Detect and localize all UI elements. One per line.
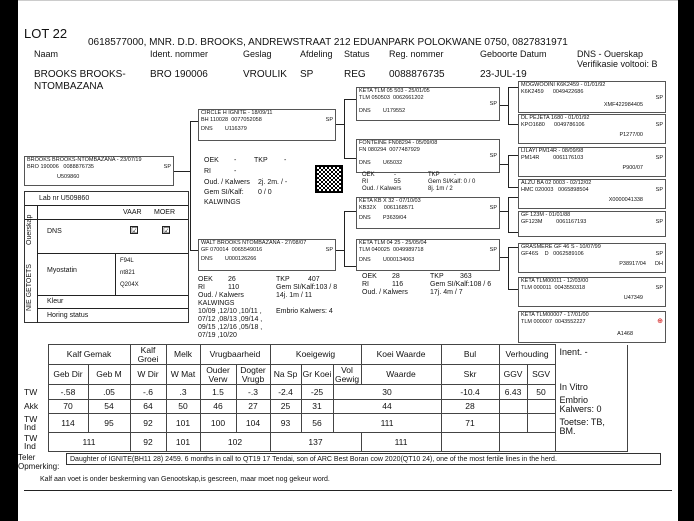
sire-ri: RI <box>204 168 211 175</box>
subject-title: BROOKS BROOKS-NTOMBAZANA - 23/07/19 <box>27 157 142 163</box>
footer-divider <box>24 490 672 491</box>
animal-ident: BRO 190006 <box>150 69 208 80</box>
animal-dob: 23-JUL-19 <box>480 69 527 80</box>
side-nie-getoets: NIE GETOETS <box>26 264 33 312</box>
label-dns: DNS - Ouerskap <box>577 49 644 59</box>
animal-name: BROOKS BROOKS-NTOMBAZANA <box>34 69 126 92</box>
group-kalf-gemak: Kalf Gemak <box>48 345 130 365</box>
ggp-box-1: MOGWOOINI K6K2459 - 01/01/92 K6K2459 0049422686 SP XMF422984405 <box>518 81 666 113</box>
red-mark-icon: ⊕ <box>657 317 663 325</box>
subject-section: SP <box>163 163 171 170</box>
row-kleur: Kleur <box>47 298 64 305</box>
row-horing: Horing status <box>47 312 89 319</box>
dam-oek: OEK <box>198 276 213 283</box>
subject-ident: BRO 190006 <box>27 163 59 170</box>
col-vaar: VAAR <box>123 209 142 216</box>
group-koeigewig: Koeigewig <box>270 345 361 365</box>
lab-box <box>24 191 189 323</box>
dam-ri: RI <box>198 284 205 291</box>
dam-kalwings: KALWINGS <box>198 300 235 307</box>
myostatin-nt821: nt821 <box>120 270 136 276</box>
checkbox-moer-dns: ☑ <box>163 226 171 235</box>
sire-oek: OEK <box>204 157 219 164</box>
sire-tkp: TKP <box>254 157 268 164</box>
sire-kalwings: KALWINGS <box>204 199 241 206</box>
animal-sex: VROULIK <box>243 69 287 80</box>
myostatin-q204x: Q204X <box>120 282 139 288</box>
group-kalf-groei: Kalf Groei <box>130 345 166 365</box>
row-dns: DNS <box>47 228 62 235</box>
label-dob: Geboorte Datum <box>480 49 547 59</box>
gp-box-fonteine: FONTEINE FN08294 - 05/09/08 FN 080294 0077487929 SP DNS U65032 <box>356 139 500 173</box>
label-sex: Geslag <box>243 49 272 59</box>
myostatin-f94l: F94L <box>120 258 134 264</box>
footer-note: Kalf aan voet is onder beskerming van Genootskap,is gescreen, maar moet nog gekeur word. <box>40 476 330 483</box>
table-row: Akk 70 54 64 50 46 27 25 31 44 28 <box>24 399 627 413</box>
teler-label: Teler Opmerking: <box>18 453 60 471</box>
sire-oud: Oud. / Kalwers <box>204 179 250 186</box>
animal-section: SP <box>300 69 314 80</box>
gp-box-keta-tlm-05503: KETA TLM 05 503 - 25/01/05 TLM 050503 0062661202 SP DNS U179552 <box>356 87 500 121</box>
dam-embrio: Embrio Kalwers: 4 <box>276 308 333 315</box>
side-ouerskap: Ouerskap <box>26 214 33 246</box>
animal-reg: 0088876735 <box>389 69 445 80</box>
label-verified: Verifikasie voltooi: B <box>577 59 658 69</box>
ggp-box-7: KETA TLM00011 - 12/03/00 TLM 000011 0043550318 SP U47349 <box>518 277 666 307</box>
dam-box: WALT BROOKS NTOMBAZANA - 27/08/07 GF 070014 0065549016 SP DNS U000126266 <box>198 239 336 271</box>
subject-reg: 0088876735 <box>63 163 94 170</box>
dam-oud: Oud. / Kalwers <box>198 292 244 299</box>
table-row: TW Ind 114 95 92 101 100 104 93 56 111 71 <box>24 414 627 433</box>
label-name: Naam <box>34 49 59 59</box>
group-melk: Melk <box>166 345 200 365</box>
table-row: TW Ind 111 92 101 102 137 111 <box>24 433 627 452</box>
dam-title: WALT BROOKS NTOMBAZANA - 27/08/07 <box>201 240 307 246</box>
teler-remark: Daughter of IGNITE(BH11 28) 2459. 6 months in call to QT19 17 Tendai, son of ARC Best Boran cow 2020(QT10 24), one of the most fertile lines in the herd. <box>66 453 661 465</box>
inent-text: Inent. - <box>559 346 588 357</box>
lab-title: Lab nr U509860 <box>39 195 90 202</box>
label-section: Afdeling <box>300 49 333 59</box>
group-koei-waarde: Koei Waarde <box>361 345 441 365</box>
animal-status: REG <box>344 69 366 80</box>
qr-code-icon <box>315 165 343 193</box>
sire-gem: Gem SI/Kalf: <box>204 189 244 196</box>
row-myostatin: Myostatin <box>47 267 77 274</box>
checkbox-vaar-dns: ☑ <box>131 226 139 235</box>
owner-contact: 0618577000, MNR. D.D. BROOKS, ANDREWSTRAAT 212 EDUANPARK POLOKWANE 0750, 0827831971 <box>88 37 568 48</box>
embrio-text: Embrio Kalwers: 0 <box>559 394 602 414</box>
sire-title: CIRCLE H IGNITE - 18/09/11 <box>201 110 273 116</box>
subject-box <box>24 156 174 186</box>
gp-box-keta-kbx32: KETA KB X 32 - 07/10/03 KB32X 0061168571 SP DNS P3639/04 <box>356 197 500 229</box>
group-bul: Bul <box>441 345 499 365</box>
col-moer: MOER <box>154 209 175 216</box>
registration-sheet: LOT 22 0618577000, MNR. D.D. BROOKS, ANDREWSTRAAT 212 EDUANPARK POLOKWANE 0750, 0827831971 Naam Ident. nommer Geslag Afdeling Status Reg. nommer Geboorte Datum DNS - Ouerskap Verifikasie voltooi: B BROOKS BROOKS-NTOMBAZANA BRO 190006 VROULIK SP REG 0088876735 23-JUL-19 BROOKS BROOKS-NTOMBAZANA - 23/07/19 BRO 190006 0088876735 SP U509860 Lab nr U509860 VAAR MOER Ouerskap DNS ☑ ☑ NIE GETOETS Myostatin F94L nt821 Q204X Kleur Horing status CIRCLE H IGNITE - 18/09/11 BH 110028 0077052058 SP DNS U116379 OEK - TKP - RI - Oud. / Kalwers 2j. 2m. / - Gem SI/Kalf: 0 / 0 KALWINGS WALT BROOKS NTOMBAZANA - 27/08/07 GF 070014 0065549016 SP DNS U000126266 OEK 26 RI 110 Oud. / Kalwers KALWINGS 10/09 ,12/10 ,10/11 , 07/12 ,08/13 ,09/14 , 09/15 ,12/16 ,05/18 , 07/19 ,10/20 TKP 407 Gem SI/Kalf:103 / 8 14j. 1m / 11 Embrio Kalwers: 4 KETA TLM 05 503 - 25/01/05 TLM 050503 0062661202 SP DNS U179552 FONTEINE FN08294 - 05/09/08 FN 080294 0077487929 SP DNS U65032 OEK - TKP - RI 55 Gem SI/Kalf: 0 / 0 Oud. / Kalwers 8j. 1m / 2 KETA KB X 32 - 07/10/03 KB32X 0061168571 SP DNS P3639/04 KETA TLM 04 25 - 25/05/04 TLM 040025 0049989718 SP DNS U000134063 OEK 28 TKP 363 RI 116 Gem SI/Kalf:108 / 6 Oud. / Kalwers 17j. 4m / 7 MOGWOOINI K6K2459 - 01/01/92 K6K2459 0049422686 SP XMF422984405 DL PEJETA 1680 - 01/01/92 KPO1680 0049786106 SP P1277/00 LILAYI PM14R - 08/09/98 PM14R 0061176103 SP P900/07 ALZU BA 02 0003 - 02/12/02 HMC 020003 0065898504 SP X0000041338 GF 123M - 01/01/88 GF123M 0061167193 SP GRASMERE GF 46 S - 10/07/99 GF46S D 0062589106 SP P38917/04 DH KETA TLM00011 - 12/03/00 TLM 000011 0043550318 SP U47349 KETA TLM00007 - 17/01/00 TLM 000007 0043552227 ⊕ A1468 Kalf Gemak Kalf Groei Melk Vrugbaarheid Koeigewig Koei Waarde Bul Verhouding Inent. - In Vitro Embrio Kalwers: 0 Toetse: TB, BM. Geb Dir Geb M W Dir W Mat Ouder Verw Dogter Vrugb Na Sp Gr Koei Vol Gewig Waarde Skr GGV SGV TW -.58 .05 -.6 .3 1.5 -.3 -2.4 -25 30 -10.4 6.43 50 Akk 70 54 64 50 46 27 25 31 44 28 TW Ind 114 95 92 101 100 104 93 56 111 71 TW Ind 111 92 101 102 137 111 Teler Opmerking: Daughter of IGNITE(BH11 28) 2459. 6 months in call to QT19 17 Tendai, son of ARC Best Boran cow 2020(QT10 24), one of the most fertile lines in the herd. Kalf aan voet is onder beskerming van Genootskap,is gescreen, maar moet nog gekeur word. <box>18 0 678 521</box>
ggp-box-8: KETA TLM00007 - 17/01/00 TLM 000007 0043552227 ⊕ A1468 <box>518 311 666 343</box>
gp-box-keta-tlm-0425: KETA TLM 04 25 - 25/05/04 TLM 040025 0049989718 SP DNS U000134063 <box>356 239 500 271</box>
label-status: Status <box>344 49 370 59</box>
ggp-box-3: LILAYI PM14R - 08/09/98 PM14R 0061176103 SP P900/07 <box>518 147 666 177</box>
ebv-table: Kalf Gemak Kalf Groei Melk Vrugbaarheid Koeigewig Koei Waarde Bul Verhouding Inent. - In Vitro Embrio Kalwers: 0 Toetse: TB, BM. Geb Dir Geb M W Dir W Mat Ouder Verw Dogter Vrugb Na Sp Gr Koei Vol Gewig Waarde Skr GGV SGV TW -.58 .05 -.6 .3 1.5 -.3 -2.4 -25 30 -10.4 6.43 50 Akk 70 54 64 50 46 27 25 31 44 28 TW Ind 114 95 92 101 100 104 93 56 111 71 TW Ind 111 92 101 102 137 111 <box>24 344 628 452</box>
ggp-box-2: DL PEJETA 1680 - 01/01/92 KPO1680 0049786106 SP P1277/00 <box>518 114 666 144</box>
subject-lab: U509860 <box>57 174 80 181</box>
dam-gem: Gem SI/Kalf:103 / 8 <box>276 284 338 291</box>
table-row: TW -.58 .05 -.6 .3 1.5 -.3 -2.4 -25 30 -10.4 6.43 50 <box>24 385 627 399</box>
ggp-box-5: GF 123M - 01/01/88 GF123M 0061167193 SP <box>518 211 666 237</box>
group-verhouding: Verhouding <box>499 345 555 365</box>
ggp-box-4: ALZU BA 02 0003 - 02/12/02 HMC 020003 0065898504 SP X0000041338 <box>518 179 666 209</box>
sire-box: CIRCLE H IGNITE - 18/09/11 BH 110028 0077052058 SP DNS U116379 <box>198 109 336 141</box>
dam-tkp: TKP <box>276 276 290 283</box>
group-vrugbaarheid: Vrugbaarheid <box>200 345 270 365</box>
invitro-text: In Vitro <box>559 381 588 392</box>
toetse-text: Toetse: TB, BM. <box>559 416 605 436</box>
label-ident: Ident. nommer <box>150 49 209 59</box>
ggp-box-6: GRASMERE GF 46 S - 10/07/99 GF46S D 0062589106 SP P38917/04 DH <box>518 243 666 273</box>
label-reg: Reg. nommer <box>389 49 444 59</box>
pedigree-line-sire-dam <box>190 121 191 251</box>
lot-number: LOT 22 <box>24 26 68 41</box>
